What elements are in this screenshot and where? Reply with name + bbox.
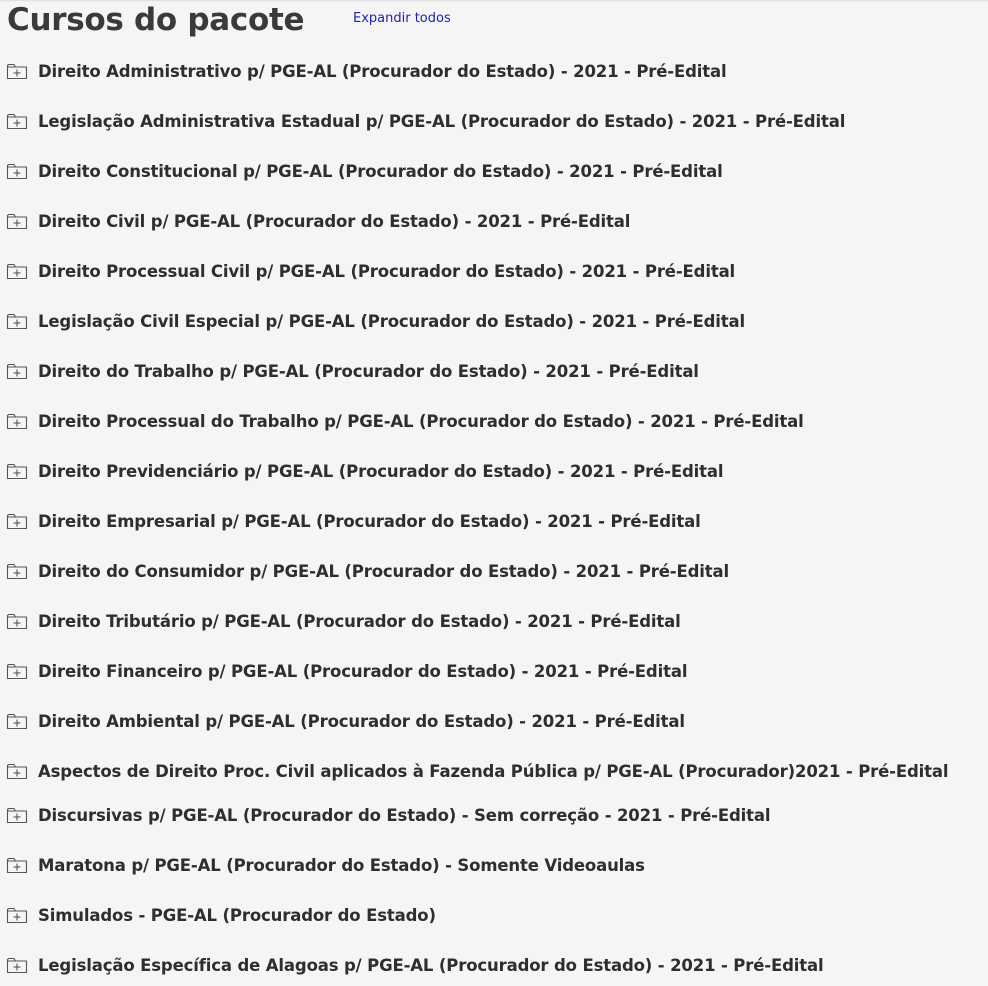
folder-plus-icon[interactable] [6, 762, 28, 780]
folder-plus-icon[interactable] [6, 62, 28, 80]
course-label: Legislação Civil Especial p/ PGE-AL (Procurador do Estado) - 2021 - Pré-Edital [38, 311, 745, 331]
course-item[interactable] [6, 759, 948, 783]
folder-plus-icon[interactable] [6, 906, 28, 924]
course-item[interactable] [6, 409, 804, 433]
course-item[interactable] [6, 609, 681, 633]
course-label: Discursivas p/ PGE-AL (Procurador do Estado) - Sem correção - 2021 - Pré-Edital [38, 805, 771, 825]
folder-plus-icon[interactable] [6, 412, 28, 430]
course-label: Legislação Específica de Alagoas p/ PGE-AL (Procurador do Estado) - 2021 - Pré-Edital [38, 955, 824, 975]
folder-plus-icon[interactable] [6, 112, 28, 130]
course-label: Direito Administrativo p/ PGE-AL (Procurador do Estado) - 2021 - Pré-Edital [38, 61, 727, 81]
folder-plus-icon[interactable] [6, 562, 28, 580]
folder-plus-icon[interactable] [6, 512, 28, 530]
folder-plus-icon[interactable] [6, 262, 28, 280]
course-label: Direito Ambiental p/ PGE-AL (Procurador do Estado) - 2021 - Pré-Edital [38, 711, 685, 731]
course-label: Direito Tributário p/ PGE-AL (Procurador do Estado) - 2021 - Pré-Edital [38, 611, 681, 631]
folder-plus-icon[interactable] [6, 312, 28, 330]
course-item[interactable] [6, 903, 436, 927]
course-item[interactable] [6, 359, 699, 383]
course-label: Direito Processual do Trabalho p/ PGE-AL (Procurador do Estado) - 2021 - Pré-Edital [38, 411, 804, 431]
course-label: Simulados - PGE-AL (Procurador do Estado) [38, 905, 436, 925]
page-title: Cursos do pacote [7, 2, 305, 38]
folder-plus-icon[interactable] [6, 856, 28, 874]
folder-plus-icon[interactable] [6, 956, 28, 974]
course-label: Direito Processual Civil p/ PGE-AL (Procurador do Estado) - 2021 - Pré-Edital [38, 261, 736, 281]
course-label: Direito Constitucional p/ PGE-AL (Procurador do Estado) - 2021 - Pré-Edital [38, 161, 723, 181]
course-label: Direito do Consumidor p/ PGE-AL (Procurador do Estado) - 2021 - Pré-Edital [38, 561, 730, 581]
course-label: Legislação Administrativa Estadual p/ PGE-AL (Procurador do Estado) - 2021 - Pré-Edital [38, 111, 846, 131]
course-item[interactable] [6, 209, 630, 233]
course-item[interactable] [6, 509, 701, 533]
course-item[interactable] [6, 559, 729, 583]
course-label: Aspectos de Direito Proc. Civil aplicados à Fazenda Pública p/ PGE-AL (Procurador)2021 - Pré-Edital [38, 761, 949, 781]
course-label: Direito Empresarial p/ PGE-AL (Procurador do Estado) - 2021 - Pré-Edital [38, 511, 701, 531]
course-label: Direito Previdenciário p/ PGE-AL (Procurador do Estado) - 2021 - Pré-Edital [38, 461, 724, 481]
folder-plus-icon[interactable] [6, 612, 28, 630]
course-label: Maratona p/ PGE-AL (Procurador do Estado) - Somente Videoaulas [38, 855, 645, 875]
course-item[interactable] [6, 709, 685, 733]
course-item[interactable] [6, 659, 687, 683]
course-label: Direito do Trabalho p/ PGE-AL (Procurador do Estado) - 2021 - Pré-Edital [38, 361, 699, 381]
course-item[interactable] [6, 853, 645, 877]
expand-all-link[interactable]: Expandir todos [353, 11, 451, 26]
course-item[interactable] [6, 309, 745, 333]
folder-plus-icon[interactable] [6, 712, 28, 730]
course-item[interactable] [6, 109, 845, 133]
course-item[interactable] [6, 159, 723, 183]
folder-plus-icon[interactable] [6, 662, 28, 680]
course-item[interactable] [6, 459, 723, 483]
folder-plus-icon[interactable] [6, 806, 28, 824]
folder-plus-icon[interactable] [6, 362, 28, 380]
folder-plus-icon[interactable] [6, 162, 28, 180]
folder-plus-icon[interactable] [6, 212, 28, 230]
course-item[interactable] [6, 59, 727, 83]
course-item[interactable] [6, 953, 823, 977]
course-label: Direito Civil p/ PGE-AL (Procurador do Estado) - 2021 - Pré-Edital [38, 211, 631, 231]
course-item[interactable] [6, 803, 770, 827]
folder-plus-icon[interactable] [6, 462, 28, 480]
course-label: Direito Financeiro p/ PGE-AL (Procurador do Estado) - 2021 - Pré-Edital [38, 661, 688, 681]
course-item[interactable] [6, 259, 735, 283]
